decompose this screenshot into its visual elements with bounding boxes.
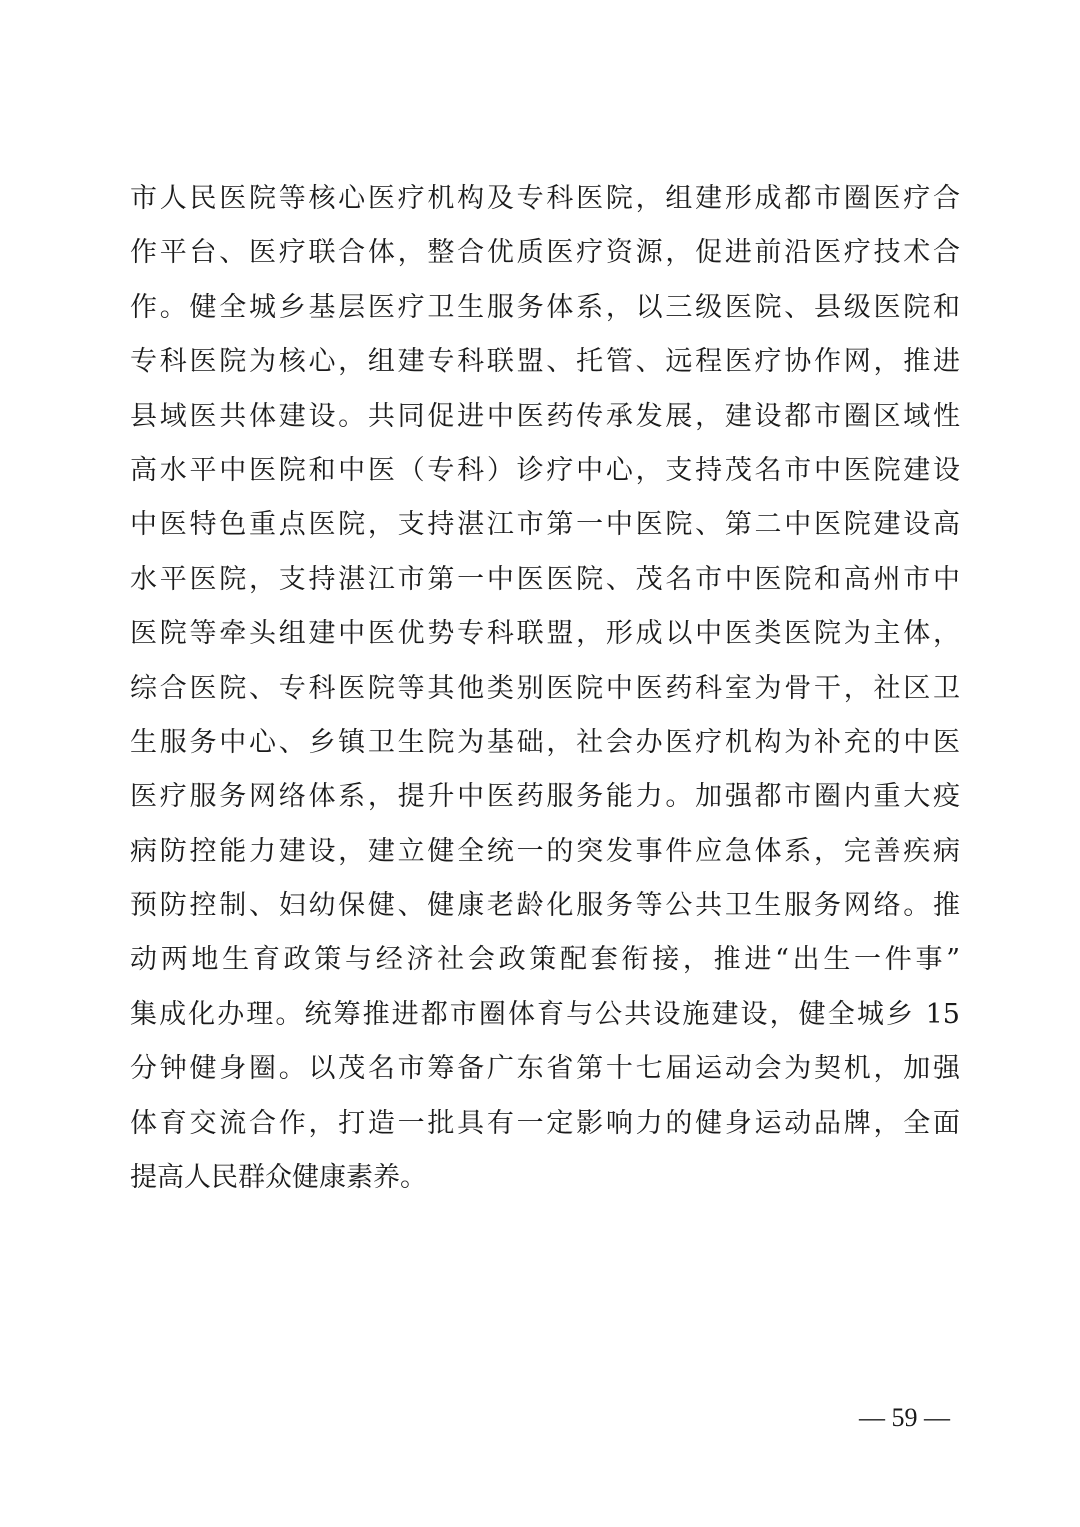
- text-line-last: 提高人民群众健康素养。: [130, 1162, 427, 1194]
- text-line: 生服务中心、乡镇卫生院为基础，社会办医疗机构为补充的中医: [130, 726, 960, 758]
- text-line: 水平医院，支持湛江市第一中医医院、茂名市中医院和高州市中: [130, 563, 960, 595]
- body-paragraph: [130, 172, 960, 1205]
- text-line: 医疗服务网络体系，提升中医药服务能力。加强都市圈内重大疫: [130, 781, 960, 813]
- text-line: 预防控制、妇幼保健、健康老龄化服务等公共卫生服务网络。推: [130, 890, 960, 922]
- text-line: 病防控能力建设，建立健全统一的突发事件应急体系，完善疾病: [130, 835, 960, 867]
- text-line: 高水平中医院和中医（专科）诊疗中心，支持茂名市中医院建设: [130, 454, 960, 486]
- text-line: 综合医院、专科医院等其他类别医院中医药科室为骨干，社区卫: [130, 672, 960, 704]
- text-line: 分钟健身圈。以茂名市筹备广东省第十七届运动会为契机，加强: [130, 1053, 960, 1085]
- text-line: 专科医院为核心，组建专科联盟、托管、远程医疗协作网，推进: [130, 346, 960, 378]
- text-line: 集成化办理。统筹推进都市圈体育与公共设施建设，健全城乡 15: [130, 998, 960, 1030]
- text-line: 医院等牵头组建中医优势专科联盟，形成以中医类医院为主体，: [130, 618, 960, 650]
- text-line: 作。健全城乡基层医疗卫生服务体系，以三级医院、县级医院和: [130, 291, 960, 323]
- text-line: 动两地生育政策与经济社会政策配套衔接，推进“出生一件事”: [130, 944, 960, 976]
- text-line: 体育交流合作，打造一批具有一定影响力的健身运动品牌，全面: [130, 1107, 960, 1139]
- text-line: 中医特色重点医院，支持湛江市第一中医院、第二中医院建设高: [130, 509, 960, 541]
- text-line: 作平台、医疗联合体，整合优质医疗资源，促进前沿医疗技术合: [130, 237, 960, 269]
- text-line: 县域医共体建设。共同促进中医药传承发展，建设都市圈区域性: [130, 400, 960, 432]
- text-line: 市人民医院等核心医疗机构及专科医院，组建形成都市圈医疗合: [130, 183, 960, 214]
- page-number: — 59 —: [859, 1403, 950, 1432]
